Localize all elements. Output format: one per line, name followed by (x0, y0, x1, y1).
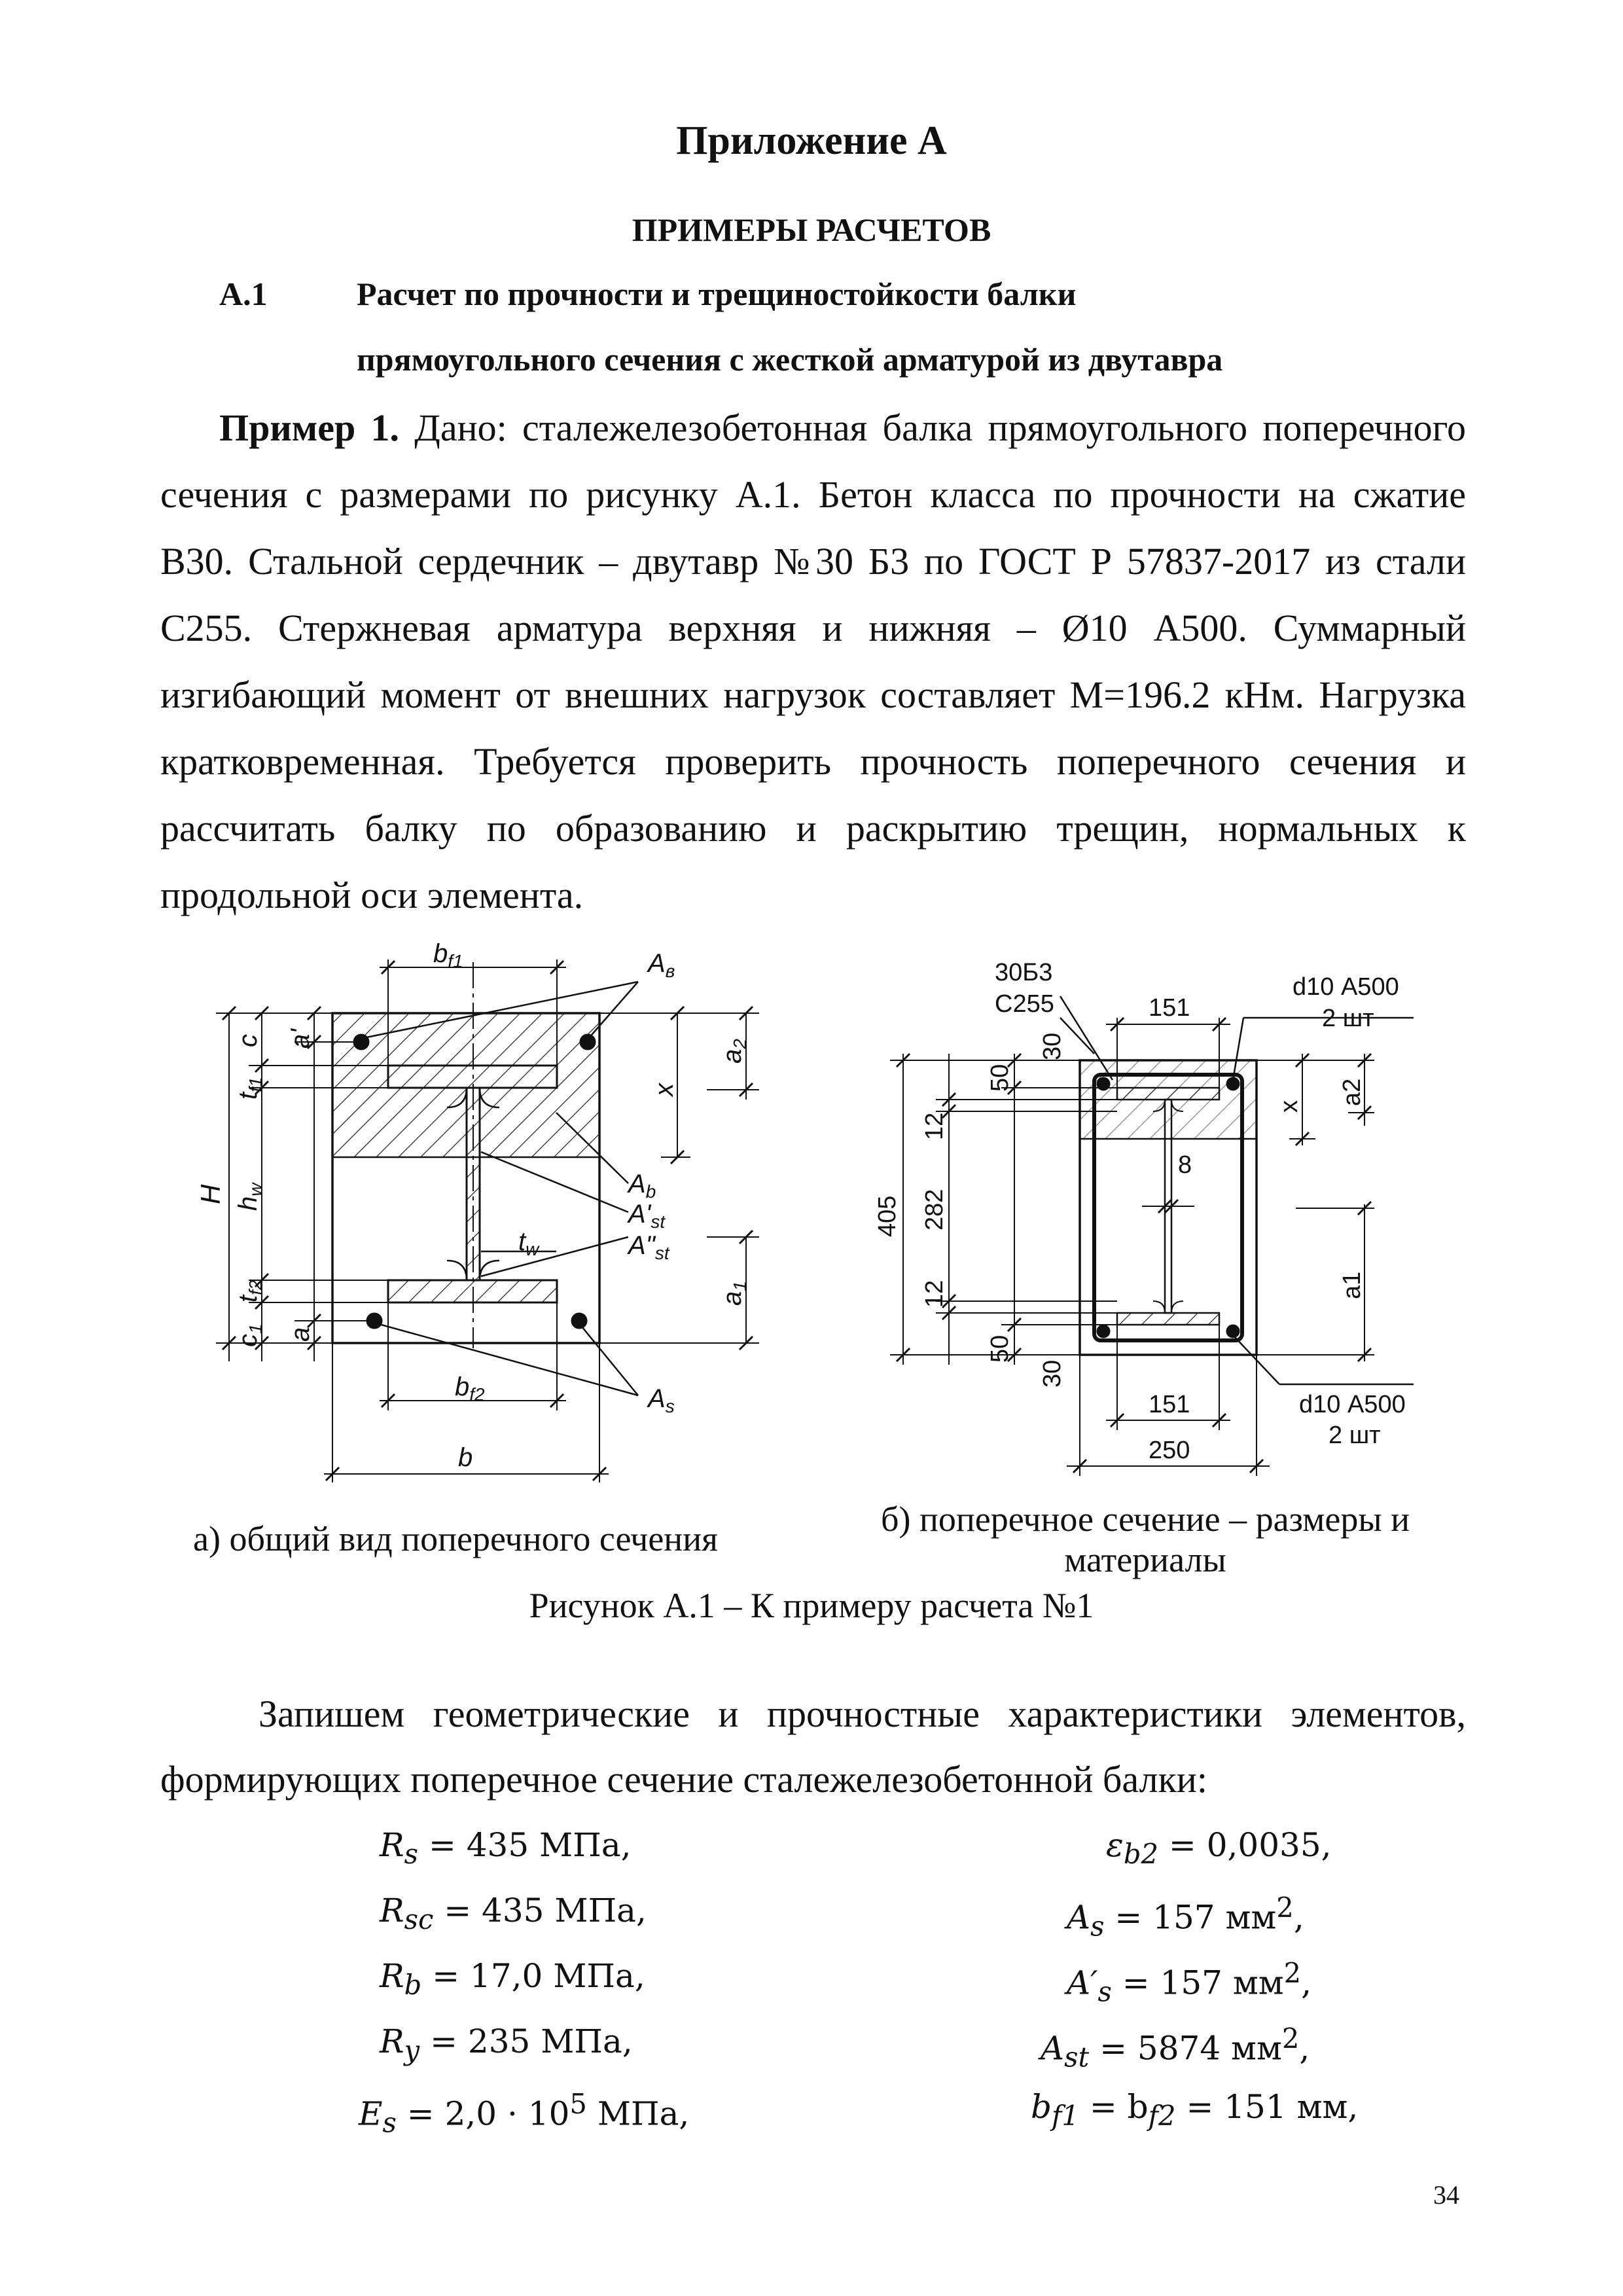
paragraph-line: сечения с размерами по рисунку А.1. Бетон класса по прочности на сжатие (160, 473, 1466, 516)
label-bf2: $b_{f2}$ (455, 1372, 485, 1405)
label-c1: $c_1$ (234, 1323, 266, 1347)
label-ast1: $A'_{st}$ (628, 1200, 666, 1232)
paragraph-line: С255. Стержневая арматура верхняя и нижняя – Ø10 А500. Суммарный (160, 607, 1466, 649)
formula-ry: $R_y = 235$ МПа, (380, 2022, 633, 2066)
label-a1: $a_1$ (718, 1281, 750, 1306)
label-tf1: $t_{f1}$ (234, 1077, 266, 1100)
example-text: Дано: сталежелезобетонная балка прямоугольного поперечного (414, 406, 1467, 449)
rebar-top-right (580, 1035, 595, 1049)
label-hw: $h_w$ (234, 1183, 266, 1211)
label-a: a (286, 1327, 315, 1342)
intro-line1: Запишем геометрические и прочностные характеристики элементов, (259, 1693, 1466, 1735)
label-151-bottom: 151 (1149, 1391, 1190, 1418)
intro-line2: формирующих поперечное сечение сталежелезобетонной балки: (160, 1758, 1207, 1801)
label-as-bottom: $A_s$ (648, 1384, 675, 1416)
label-50-top: 50 (986, 1064, 1014, 1092)
figure-caption: Рисунок А.1 – К примеру расчета №1 (529, 1586, 1094, 1625)
label-405: 405 (874, 1195, 901, 1237)
label-12-top: 12 (921, 1112, 948, 1140)
label-h: H (195, 1184, 226, 1204)
label-a2-right: a2 (1338, 1078, 1366, 1106)
label-12-bottom: 12 (921, 1280, 948, 1308)
label-x-right: x (1275, 1100, 1303, 1113)
label-as-top: $A_в$ (648, 949, 675, 981)
label-a1-right: a1 (1338, 1271, 1366, 1299)
rebar-bottom-left (367, 1314, 382, 1328)
label-profile: 30Б3 (995, 959, 1053, 986)
rebar-top-left (354, 1035, 368, 1049)
paragraph-line: В30. Стальной сердечник – двутавр №30 Б3 по ГОСТ Р 57837-2017 из стали (160, 540, 1466, 583)
label-b: b (458, 1443, 473, 1472)
caption-b-line1: б) поперечное сечение – размеры и (880, 1499, 1410, 1539)
label-ab: $A_b$ (628, 1170, 656, 1202)
section-number: А.1 (219, 276, 268, 312)
label-282: 282 (921, 1189, 948, 1230)
bottom-flange-right (1117, 1313, 1219, 1325)
caption-b-line2: материалы (1064, 1540, 1226, 1579)
label-rebar-bottom: d10 А500 (1299, 1391, 1406, 1418)
paragraph-line: кратковременная. Требуется проверить прочность поперечного сечения и (160, 740, 1466, 783)
label-x: x (650, 1083, 679, 1096)
formula-rsc: $R_{sc} = 435$ МПа, (380, 1892, 647, 1935)
label-rebar-top-qty: 2 шт (1322, 1005, 1374, 1032)
label-c: c (234, 1034, 262, 1047)
label-tw: $t_w$ (518, 1227, 539, 1259)
example-label: Пример 1. (219, 406, 400, 449)
label-steel: С255 (995, 990, 1054, 1018)
section-title-line2: прямоугольного сечения с жесткой арматурой из двутавра (357, 341, 1223, 378)
paragraph-line: продольной оси элемента. (160, 874, 584, 916)
formula-rs: $R_s = 435$ МПа, (380, 1826, 632, 1870)
caption-a: а) общий вид поперечного сечения (193, 1519, 718, 1558)
formula-rb: $R_b = 17,0$ МПа, (380, 1957, 645, 2001)
formula-es: $E_s = 2,0 \cdot 10^5$ МПа, (359, 2088, 690, 2139)
label-tf2: $t_{f2}$ (234, 1280, 266, 1302)
label-30-top: 30 (1039, 1032, 1066, 1060)
label-151-top: 151 (1149, 994, 1190, 1022)
figure-a1 (0, 916, 1623, 1518)
formula-ast: $A_{st} = 5874$ $мм^2$, (1041, 2022, 1310, 2073)
label-a-prime: a' (286, 1029, 315, 1049)
label-rebar-top: d10 А500 (1293, 973, 1399, 1001)
label-250: 250 (1149, 1437, 1190, 1464)
top-flange-right (1117, 1088, 1219, 1100)
formula-bf: $b_{f1} = b_{f2} = 151$ мм, (1031, 2088, 1359, 2132)
label-web-8: 8 (1178, 1151, 1192, 1179)
formula-eb2: $\varepsilon_{b2} = 0,0035$, (1106, 1826, 1332, 1870)
label-rebar-bottom-qty: 2 шт (1329, 1422, 1381, 1449)
label-30-bottom: 30 (1039, 1359, 1066, 1388)
rebar-bottom-right (572, 1314, 586, 1328)
section-title-line1: Расчет по прочности и трещиностойкости балки (357, 276, 1077, 312)
formula-as: $A_s = 157$ $мм^2$, (1067, 1892, 1304, 1943)
paragraph-line: изгибающий момент от внешних нагрузок составляет М=196.2 кНм. Нагрузка (160, 673, 1466, 716)
label-a2: $a_2$ (718, 1039, 750, 1064)
page-number: 34 (1433, 2180, 1459, 2210)
formula-as-prime: $A'_s = 157$ $мм^2$, (1067, 1957, 1312, 2008)
label-50-bottom: 50 (986, 1335, 1014, 1363)
paragraph-line (219, 406, 1466, 450)
paragraph-line: рассчитать балку по образованию и раскрытию трещин, нормальных к (160, 807, 1466, 850)
label-bf1: $b_{f1}$ (433, 939, 463, 971)
appendix-title: Приложение А (676, 118, 947, 163)
section-heading: ПРИМЕРЫ РАСЧЕТОВ (632, 211, 991, 248)
label-ast2: $A"_{st}$ (628, 1231, 669, 1263)
